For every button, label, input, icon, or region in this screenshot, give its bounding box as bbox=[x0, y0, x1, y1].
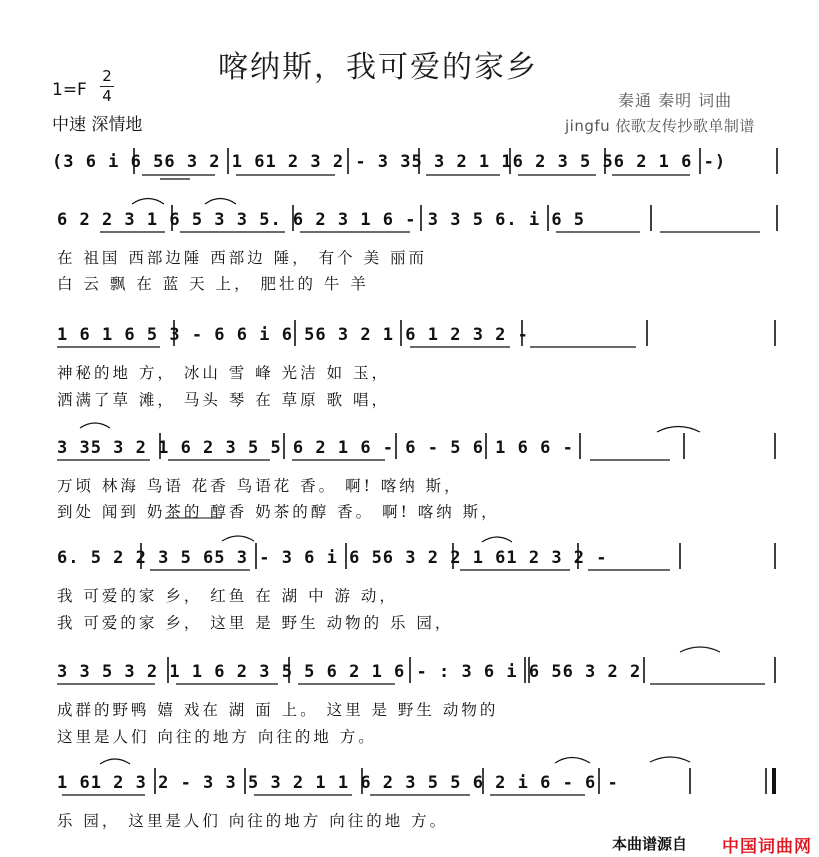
lyrics-row-4-verse-2: 到处 闻到 奶茶的 醇香 奶茶的醇 香。 啊! 喀纳 斯， bbox=[57, 503, 500, 521]
slur bbox=[482, 537, 512, 542]
slur bbox=[205, 199, 236, 205]
source-label: 本曲谱源自 bbox=[612, 835, 688, 853]
notation-row-4: 3 35 3 2 1 6 2 3 5 5 6 2 1 6 - 6 - 5 6 1 6 6 - bbox=[57, 438, 574, 458]
slur bbox=[80, 423, 110, 428]
notation-row-2: 6 2 2 3 1 6 5 3 3 5. 6 2 3 1 6 - 3 3 5 6. i 6 5 bbox=[57, 210, 586, 230]
lyrics-row-2-verse-1: 在 祖国 西部边陲 西部边 陲， 有个 美 丽而 bbox=[57, 249, 427, 267]
lyrics-row-6-verse-2: 这里是人们 向往的地方 向往的地 方。 bbox=[57, 728, 377, 746]
lyrics-row-6-verse-1: 成群的野鸭 嬉 戏在 湖 面 上。 这里 是 野生 动物的 bbox=[57, 701, 499, 719]
lyrics-row-2-verse-2: 白 云 飘 在 蓝 天 上， 肥壮的 牛 羊 bbox=[57, 275, 369, 293]
transcriber-credit: jingfu 依歌友传抄歌单制谱 bbox=[565, 117, 755, 135]
slur bbox=[222, 536, 254, 541]
time-signature-top: 2 bbox=[102, 67, 112, 85]
lyrics-row-5-verse-2: 我 可爱的家 乡， 这里 是 野生 动物的 乐 园， bbox=[57, 614, 454, 632]
slur bbox=[657, 427, 700, 433]
lyrics-row-4-verse-1: 万顷 林海 鸟语 花香 鸟语花 香。 啊! 喀纳 斯， bbox=[57, 477, 463, 495]
song-title: 喀纳斯，我可爱的家乡 bbox=[218, 50, 538, 85]
notation-row-3: 1 6 1 6 5 3 - 6 6 i 6 56 3 2 1 6 1 2 3 2 - bbox=[57, 325, 529, 345]
site-name: 中国词曲网 bbox=[722, 837, 812, 857]
notation-row-7: 1 61 2 3 2 - 3 3 5 3 2 1 1 6 2 3 5 5 6 2 i 6 - 6 - bbox=[57, 773, 619, 793]
key-signature: 1=F bbox=[52, 80, 87, 100]
slur bbox=[100, 759, 130, 764]
composer-credit: 秦通 秦明 词曲 bbox=[618, 91, 733, 110]
lyrics-row-3-verse-1: 神秘的地 方， 冰山 雪 峰 光洁 如 玉， bbox=[57, 364, 390, 382]
lyrics-row-3-verse-2: 洒满了草 滩， 马头 琴 在 草原 歌 唱， bbox=[57, 391, 390, 409]
notation-row-1: (3 6 i 6 56 3 2 1 61 2 3 2 - 3 35 3 2 1 16 2 3 5 56 2 1 6 -) bbox=[52, 152, 727, 172]
lyrics-row-7-verse-1: 乐 园， 这里是人们 向往的地方 向往的地 方。 bbox=[57, 812, 449, 830]
time-signature-bottom: 4 bbox=[102, 87, 112, 105]
slur bbox=[650, 757, 690, 762]
lyrics-row-5-verse-1: 我 可爱的家 乡， 红鱼 在 湖 中 游 动， bbox=[57, 587, 398, 605]
slur bbox=[680, 647, 720, 652]
notation-row-6: 3 3 5 3 2 1 1 6 2 3 5 5 6 2 1 6 - : 3 6 i 6 56 3 2 2 bbox=[57, 662, 642, 682]
slur bbox=[555, 758, 590, 764]
notation-row-5: 6. 5 2 2 3 5 65 3 - 3 6 i 6 56 3 2 2 1 61 2 3 2 - bbox=[57, 548, 608, 568]
slur bbox=[132, 199, 164, 205]
tempo-marking: 中速 深情地 bbox=[52, 115, 143, 135]
